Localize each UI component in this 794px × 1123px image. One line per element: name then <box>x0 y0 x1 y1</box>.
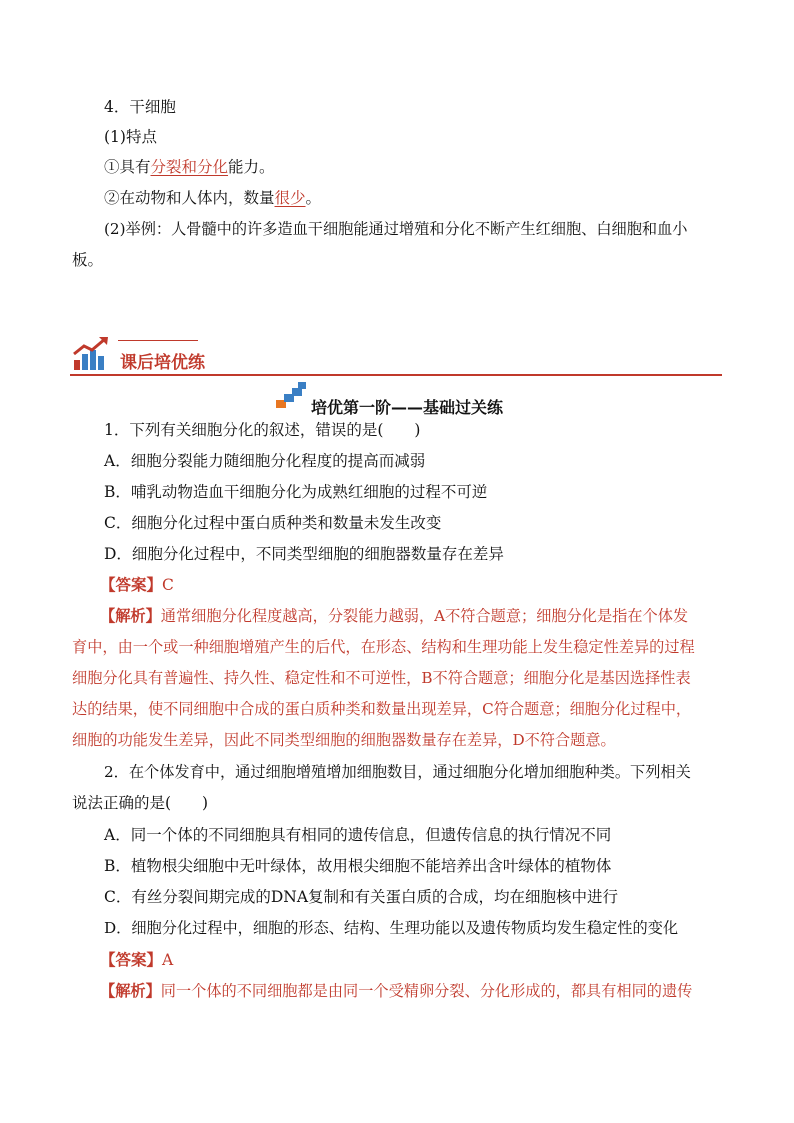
q1-analysis-line-4: 达的结果，使不同细胞中合成的蛋白质种类和数量出现差异，C符合题意；细胞分化过程中， <box>72 700 692 718</box>
q1-analysis-line-1 <box>100 606 688 626</box>
q1-answer-value: C <box>162 576 174 594</box>
bar-chart-arrow-icon <box>72 336 110 372</box>
section-title: 课后培优练 <box>120 353 205 373</box>
feature-2-answer: 很少 <box>274 189 306 207</box>
heading-stem-cells: 4．干细胞 <box>104 98 176 116</box>
q2-option-d: D．细胞分化过程中，细胞的形态、结构、生理功能以及遗传物质均发生稳定性的变化 <box>104 919 679 937</box>
q2-option-b: B．植物根尖细胞中无叶绿体，故用根尖细胞不能培养出含叶绿体的植物体 <box>104 857 612 875</box>
q2-answer-value: A <box>162 951 174 969</box>
stairs-icon <box>274 382 308 410</box>
section-header <box>70 336 722 376</box>
q2-option-a: A．同一个体的不同细胞具有相同的遗传信息，但遗传信息的执行情况不同 <box>104 826 612 844</box>
feature-1-pre: ①具有 <box>104 158 151 176</box>
q1-option-a: A．细胞分裂能力随细胞分化程度的提高而减弱 <box>104 452 426 470</box>
q2-answer <box>100 950 173 970</box>
q1-analysis-text-1: 通常细胞分化程度越高，分裂能力越弱，A不符合题意；细胞分化是指在个体发 <box>160 607 689 625</box>
q1-answer <box>100 575 174 595</box>
section-rule-top <box>118 340 198 341</box>
q2-stem-line-1: 2．在个体发育中，通过细胞增殖增加细胞数目，通过细胞分化增加细胞种类。下列相关 <box>104 763 691 781</box>
feature-2-pre: ②在动物和人体内，数量 <box>104 189 275 207</box>
q2-analysis-tag: 【解析】 <box>100 982 161 1000</box>
section-rule-bottom <box>70 374 722 376</box>
q1-answer-tag: 【答案】 <box>100 575 163 594</box>
feature-1 <box>104 157 275 177</box>
feature-2 <box>104 188 321 208</box>
example-line-2: 板。 <box>72 251 104 269</box>
q2-analysis-line-1 <box>100 981 692 1001</box>
features-label: (1)特点 <box>104 128 157 146</box>
q1-option-b: B．哺乳动物造血干细胞分化为成熟红细胞的过程不可逆 <box>104 483 488 501</box>
q1-analysis-line-5: 细胞的功能发生差异，因此不同类型细胞的细胞器数量存在差异，D不符合题意。 <box>72 731 616 749</box>
q2-option-c: C．有丝分裂间期完成的DNA复制和有关蛋白质的合成，均在细胞核中进行 <box>104 888 619 906</box>
example-line-1: (2)举例：人骨髓中的许多造血干细胞能通过增殖和分化不断产生红细胞、白细胞和血小 <box>104 220 688 238</box>
q2-answer-tag: 【答案】 <box>100 950 163 969</box>
feature-2-post: 。 <box>305 189 322 207</box>
subsection-title: 培优第一阶——基础过关练 <box>311 398 504 417</box>
q1-option-c: C．细胞分化过程中蛋白质种类和数量未发生改变 <box>104 514 442 532</box>
q2-stem-line-2: 说法正确的是( ) <box>72 794 209 812</box>
q2-analysis-text-1: 同一个体的不同细胞都是由同一个受精卵分裂、分化形成的，都具有相同的遗传 <box>160 982 693 1000</box>
q1-option-d: D．细胞分化过程中，不同类型细胞的细胞器数量存在差异 <box>104 545 504 563</box>
feature-1-post: 能力。 <box>228 158 275 176</box>
q1-analysis-line-3: 细胞分化具有普遍性、持久性、稳定性和不可逆性，B不符合题意；细胞分化是基因选择性表 <box>72 669 691 687</box>
q1-stem: 1．下列有关细胞分化的叙述，错误的是( ) <box>104 421 421 439</box>
q1-analysis-tag: 【解析】 <box>100 607 161 625</box>
feature-1-answer: 分裂和分化 <box>150 158 229 176</box>
q1-analysis-line-2: 育中，由一个或一种细胞增殖产生的后代，在形态、结构和生理功能上发生稳定性差异的过程 <box>72 638 695 656</box>
